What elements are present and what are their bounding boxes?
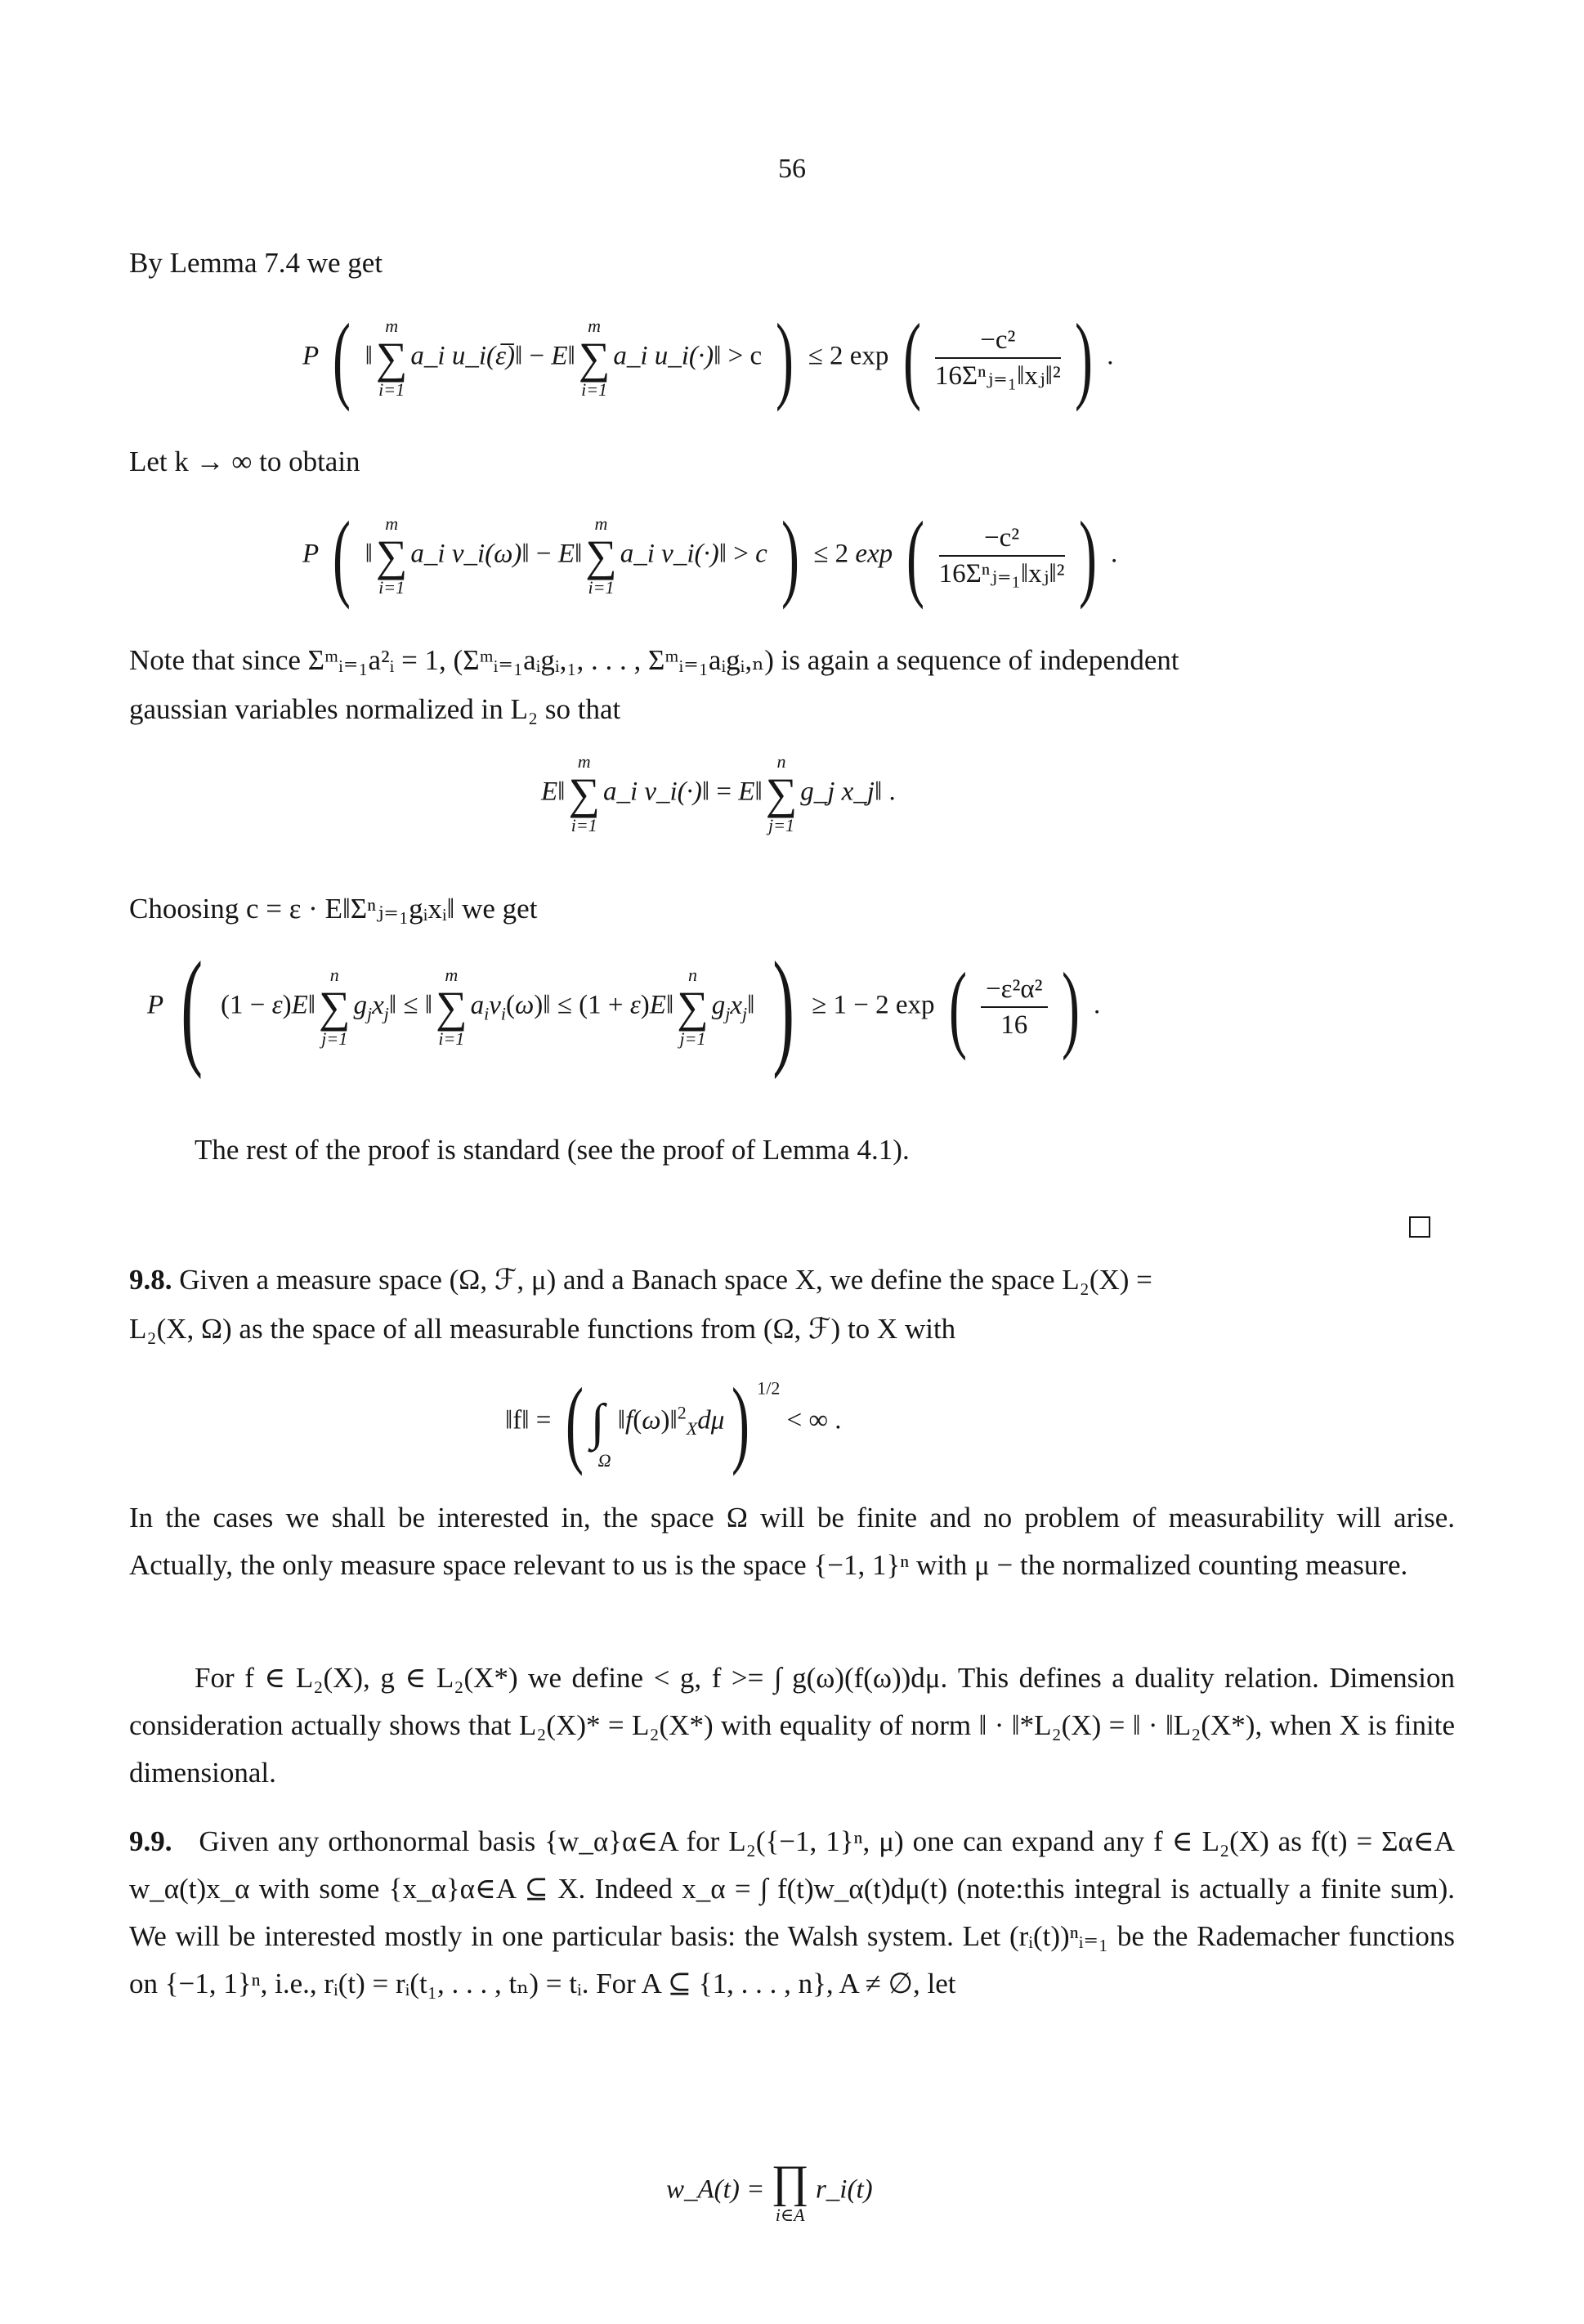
sec98-line-1: 9.8. Given a measure space (Ω, ℱ, μ) and a Banach space X, we define the space L₂(X) = (129, 1264, 1152, 1296)
fraction: $\frac{\text{−c²}}{\text{16Σⁿⱼ₌₁‖xⱼ‖²}}$ (934, 325, 1061, 391)
sec98-paragraph-3: For f ∈ L₂(X), g ∈ L₂(X*) we define < g, f >= ∫ g(ω)(f(ω))dμ. This defines a duality relation. Dimension consideration actually shows that L₂(X)* = L₂(X*) with equality of norm ‖ · ‖*L₂(X) = ‖ · ‖L₂(X*), when X is finite dimensional. (129, 1662, 1455, 1789)
sum-term: g_j x_j (800, 777, 875, 807)
note-line-1: Note that since Σᵐᵢ₌₁a²ᵢ = 1, (Σᵐᵢ₌₁aᵢgᵢ,₁, . . . , Σᵐᵢ₌₁aᵢgᵢ,ₙ) is again a sequence of independent (129, 644, 1179, 676)
equation-3: E‖ m ∑ i=1 a_i v_i(·)‖ = E‖ n ∑ j=1 g_j x_j‖ . (541, 751, 896, 835)
sum-term: a_i v_i(·) (620, 539, 719, 569)
sec99-paragraph: 9.9. Given any orthonormal basis {w_α}α∈A for L₂({−1, 1}ⁿ, μ) one can expand any f ∈ L₂(X) as f(t) = Σα∈A w_α(t)x_α with some {x_α}α∈A ⊆ X. Indeed x_α = ∫ f(t)w_α(t)dμ(t) (note:this integral is actually a finite sum). We will be interested mostly in one particular basis: the Walsh system. Let (rᵢ(t))ⁿᵢ₌₁ be the Rademacher functions on {−1, 1}ⁿ, i.e., rᵢ(t) = rᵢ(t₁, . . . , tₙ) = tᵢ. For A ⊆ {1, . . . , n}, A ≠ ∅, let (129, 1825, 1456, 1999)
lemma-intro: By Lemma 7.4 we get (129, 247, 383, 279)
norm-equation: ‖f‖ = ( ∫Ω ‖f(ω)‖$^2_X$dμ) $^{1/2}$ < ∞ . (505, 1368, 842, 1476)
probability-symbol: P (302, 341, 320, 371)
equation-1: P ( ‖ m ∑ i=1 a_i u_i(ε̅)‖ − E‖ m ∑ i=1 a_i u_i(·)‖ > c ) ≤ 2 exp ( $\frac{\text{−c²}}{\text{16Σⁿⱼ₌₁‖xⱼ‖²}}$ ) . (302, 303, 1114, 412)
rest-of-proof: The rest of the proof is standard (see the proof of Lemma 4.1). (195, 1134, 910, 1166)
qed-square-icon (1409, 1216, 1430, 1238)
sum-term: a_i v_i(ω) (410, 539, 522, 569)
section-label: 9.8. (129, 1264, 172, 1296)
sec98-paragraph-2: In the cases we shall be interested in, the space Ω will be finite and no problem of measurability will arise. Actually, the only measure space relevant to us is the space {−1, 1}ⁿ with μ − the normalized counting measure. (129, 1502, 1455, 1581)
sum-term: a_i u_i(ε̅) (410, 341, 515, 371)
note-line-2: gaussian variables normalized in L₂ so that (129, 693, 621, 725)
choosing-line: Choosing c = ε · E‖Σⁿⱼ₌₁gᵢxᵢ‖ we get (129, 893, 538, 925)
fraction: $\frac{\text{−c²}}{\text{16Σⁿⱼ₌₁‖xⱼ‖²}}$ (938, 523, 1065, 589)
relation: > c (727, 341, 763, 371)
let-k-line: Let k → ∞ to obtain (129, 446, 360, 477)
sum-operator: m ∑ i=1 (375, 316, 408, 400)
sum-operator: m ∑ i=1 (578, 316, 611, 400)
section-label: 9.9. (129, 1825, 172, 1857)
sum-term: a_i v_i(·) (602, 777, 702, 807)
sum-term: a_i u_i(·) (613, 341, 714, 371)
equation-4: P ( (1 − ε)E‖ n ∑ j=1 $g_jx_j‖$ ≤ ‖ m ∑ i=1 $a_iv_i(\omega)‖ \le (1$ + ε)E‖ n ∑ j=1 $g_jx_j‖$ ) ≥ 1 − 2 exp ( $\frac{\text{−ε²α²}}{16}$ ) . (147, 934, 1101, 1080)
page-number: 56 (778, 154, 806, 184)
walsh-equation: w_A(t) = ∏ i∈A r_i(t) (666, 2156, 873, 2225)
equation-2: P ( ‖ m ∑ i=1 a_i v_i(ω)‖ − E‖ m ∑ i=1 a_i v_i(·)‖ > c ) ≤ 2 exp ( $\frac{\text{−c²}}{\text{16Σⁿⱼ₌₁‖xⱼ‖²}}$ ) . (302, 501, 1118, 610)
bound: ≥ 1 − 2 exp (812, 990, 935, 1020)
fraction: $\frac{\text{−ε²α²}}{16}$ (981, 974, 1048, 1041)
bound: ≤ 2 exp (808, 341, 889, 371)
sec98-line-2: L₂(X, Ω) as the space of all measurable functions from (Ω, ℱ) to X with (129, 1313, 956, 1345)
product-operator: ∏ i∈A (771, 2156, 809, 2225)
